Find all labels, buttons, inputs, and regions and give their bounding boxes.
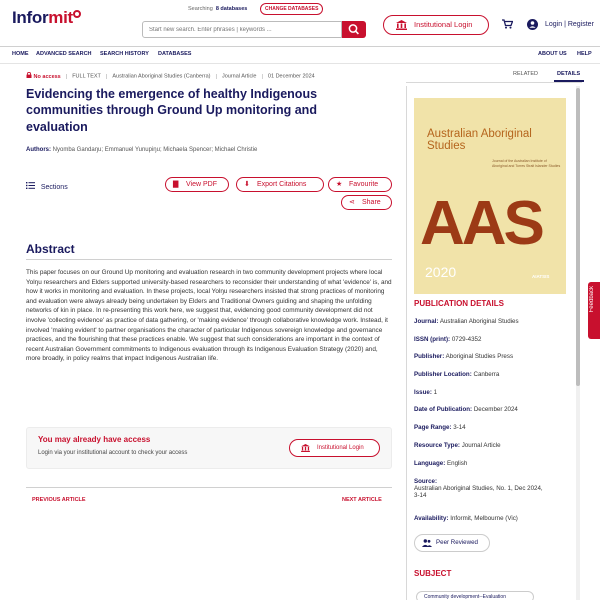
no-access-label: No access — [33, 73, 61, 80]
detail-label: ISSN (print): — [414, 336, 451, 343]
detail-label: Date of Publication: — [414, 406, 473, 413]
nav-advanced-search[interactable]: ADVANCED SEARCH — [36, 51, 92, 57]
access-login-label: Institutional Login — [317, 445, 364, 451]
detail-value: Australian Aboriginal Studies, No. 1, Dec 2024, — [414, 485, 543, 492]
favourite-label: Favourite — [349, 181, 379, 188]
pdf-icon: ▇ — [173, 181, 179, 188]
subject-chip[interactable]: Community development--Evaluation — [416, 591, 534, 600]
detail-label: Source: — [414, 478, 438, 485]
full-text-label: FULL TEXT — [72, 73, 101, 80]
feedback-label: Feedback — [589, 286, 595, 313]
journal-name[interactable]: Australian Aboriginal Studies (Canberra) — [112, 73, 211, 80]
detail-label: Resource Type: — [414, 442, 460, 449]
detail-availability — [414, 515, 518, 522]
subject-heading: SUBJECT — [414, 569, 452, 578]
share-button[interactable] — [341, 195, 392, 210]
detail-value: 3-14 — [453, 424, 466, 431]
sections-label: Sections — [40, 184, 68, 191]
nav-search-history[interactable]: SEARCH HISTORY — [100, 51, 149, 57]
database-count: 8 databases — [215, 6, 248, 12]
detail-value: Aboriginal Studies Press — [445, 353, 514, 360]
next-article-link[interactable]: NEXT ARTICLE — [342, 497, 382, 503]
detail-value: December 2024 — [473, 406, 518, 413]
detail-label: Page Range: — [414, 424, 452, 431]
authors-label: Authors: — [26, 147, 51, 153]
export-citations-button[interactable] — [236, 177, 324, 192]
detail-issue — [414, 389, 437, 396]
nav-about-us[interactable]: ABOUT US — [538, 51, 567, 57]
favourite-button[interactable] — [328, 177, 392, 192]
detail-value: Canberra — [473, 371, 500, 378]
institution-icon — [301, 444, 310, 452]
detail-value: Informit, Melbourne (Vic) — [450, 515, 518, 522]
detail-value: Australian Aboriginal Studies — [439, 318, 519, 325]
detail-value: Journal Article — [461, 442, 501, 449]
list-icon — [26, 182, 35, 189]
search-icon — [342, 21, 366, 38]
searching-databases — [188, 6, 247, 12]
logo-accent-text: mit — [48, 8, 73, 27]
nav-home[interactable]: HOME — [12, 51, 29, 57]
detail-language — [414, 460, 467, 467]
access-institutional-login-button[interactable] — [289, 439, 380, 457]
cover-year: 2020 — [425, 264, 457, 280]
journal-cover — [414, 98, 566, 294]
detail-label: Issue: — [414, 389, 432, 396]
institutional-login-button[interactable] — [383, 15, 489, 35]
cover-title: Australian Aboriginal Studies — [427, 128, 532, 153]
detail-value: 3-14 — [414, 492, 427, 499]
detail-label: Journal: — [414, 318, 439, 325]
logo-main-text: Infor — [12, 8, 49, 27]
article-date: 01 December 2024 — [267, 73, 315, 80]
authors-list[interactable]: Nyomba Gandaŋu; Emmanuel Yunupiŋu; Michaela Spencer; Michael Christie — [52, 147, 258, 153]
detail-label: Publisher: — [414, 353, 445, 360]
institutional-login-label: Institutional Login — [414, 20, 473, 29]
view-pdf-button[interactable] — [165, 177, 229, 192]
detail-value: 1 — [433, 389, 438, 396]
sidebar-divider — [406, 82, 582, 83]
cover-subtitle: Journal of the Australian Institute of Aboriginal and Torres Strait Islander Studies — [492, 159, 561, 168]
cover-publisher: AIATSIS — [532, 274, 550, 279]
lock-icon — [26, 72, 32, 78]
logo-mark-icon — [73, 10, 81, 18]
detail-publisher-location — [414, 371, 499, 378]
institution-icon — [396, 20, 407, 30]
share-icon: ⋖ — [349, 199, 355, 206]
abstract-divider — [26, 259, 392, 260]
article-title: Evidencing the emergence of healthy Indigenous communities through Ground Up monitoring and evaluation — [26, 87, 318, 134]
feedback-tab[interactable] — [588, 282, 600, 339]
sections-toggle[interactable] — [26, 182, 68, 191]
sidebar-border — [406, 86, 407, 600]
download-icon: ⬇ — [244, 181, 250, 188]
detail-value: English — [447, 460, 468, 467]
sidebar-scroll-thumb[interactable] — [576, 88, 580, 386]
peer-reviewed-label: Peer Reviewed — [436, 539, 478, 546]
detail-journal — [414, 318, 519, 325]
detail-source — [414, 478, 543, 499]
peer-reviewed-badge — [414, 534, 490, 552]
change-databases-button[interactable]: CHANGE DATABASES — [260, 3, 323, 15]
abstract-text: This paper focuses on our Ground Up monitoring and evaluation research in two community development projects where local Yolŋu researchers and Elders supported university-based researchers to reconsider their understanding of what 'evidence' is, and how it works in monitoring and evaluation. In these projects, local Yolŋu researchers insisted that strong practices of monitoring and evaluation were always already being undertaken by Elders and Traditional Owners guiding and shaping the unfolding networks of kin in place. In re-presenting this work here, we suggest that, evidencing good community development did not involve 'collecting evidence' as practice of data gathering, or 'making evidence' through collaborative knowledge work. Instead, it involved 'making evident' to partner organisations the character of particular Indigenous sovereign knowledge and governance practices, and the flourishing that these practices enable. We suggest that such considerations are important in the context of recent Australian Government commitments to Indigenous evaluation through its Indigenous Evaluation Strategy (2020) and, more broadly, in policy realms that impact Indigenous Australian life. — [26, 269, 392, 363]
nav-divider — [0, 63, 600, 64]
tab-details[interactable]: DETAILS — [557, 71, 581, 77]
article-type: Journal Article — [221, 73, 257, 80]
detail-publisher — [414, 353, 513, 360]
detail-page-range — [414, 424, 466, 431]
share-label: Share — [362, 199, 381, 206]
header-divider — [0, 46, 600, 47]
cover-letters: AAS — [420, 189, 542, 258]
detail-label: Availability: — [414, 515, 449, 522]
detail-date-of-publication — [414, 406, 518, 413]
detail-resource-type — [414, 442, 501, 449]
abstract-heading: Abstract — [26, 242, 75, 256]
export-citations-label: Export Citations — [257, 181, 307, 188]
searching-prefix: Searching — [188, 6, 213, 12]
star-icon: ★ — [336, 181, 343, 188]
user-account-icon[interactable] — [527, 19, 538, 30]
nav-help[interactable]: HELP — [577, 51, 592, 57]
cart-icon[interactable] — [502, 19, 513, 29]
article-meta: No access | FULL TEXT | Australian Aboriginal Studies (Canberra) | Journal Article | 01 December 2024 — [26, 72, 315, 80]
detail-label: Language: — [414, 460, 446, 467]
article-nav-divider — [26, 487, 392, 488]
people-icon — [422, 539, 432, 547]
tab-related[interactable]: RELATED — [513, 71, 538, 77]
no-access-badge — [26, 74, 61, 80]
access-subtitle: Login via your institutional account to check your access — [38, 450, 188, 456]
publication-details-heading: PUBLICATION DETAILS — [414, 299, 504, 308]
search-input[interactable] — [142, 21, 342, 38]
detail-issn — [414, 336, 481, 343]
previous-article-link[interactable]: PREVIOUS ARTICLE — [32, 497, 86, 503]
detail-label: Publisher Location: — [414, 371, 472, 378]
authors-line — [26, 147, 257, 153]
informit-logo[interactable] — [12, 8, 73, 28]
access-title: You may already have access — [38, 435, 151, 444]
detail-value: 0729-4352 — [451, 336, 482, 343]
nav-databases[interactable]: DATABASES — [158, 51, 192, 57]
search-button[interactable] — [342, 21, 366, 38]
view-pdf-label: View PDF — [186, 181, 217, 188]
login-register-link[interactable]: Login | Register — [545, 21, 594, 28]
